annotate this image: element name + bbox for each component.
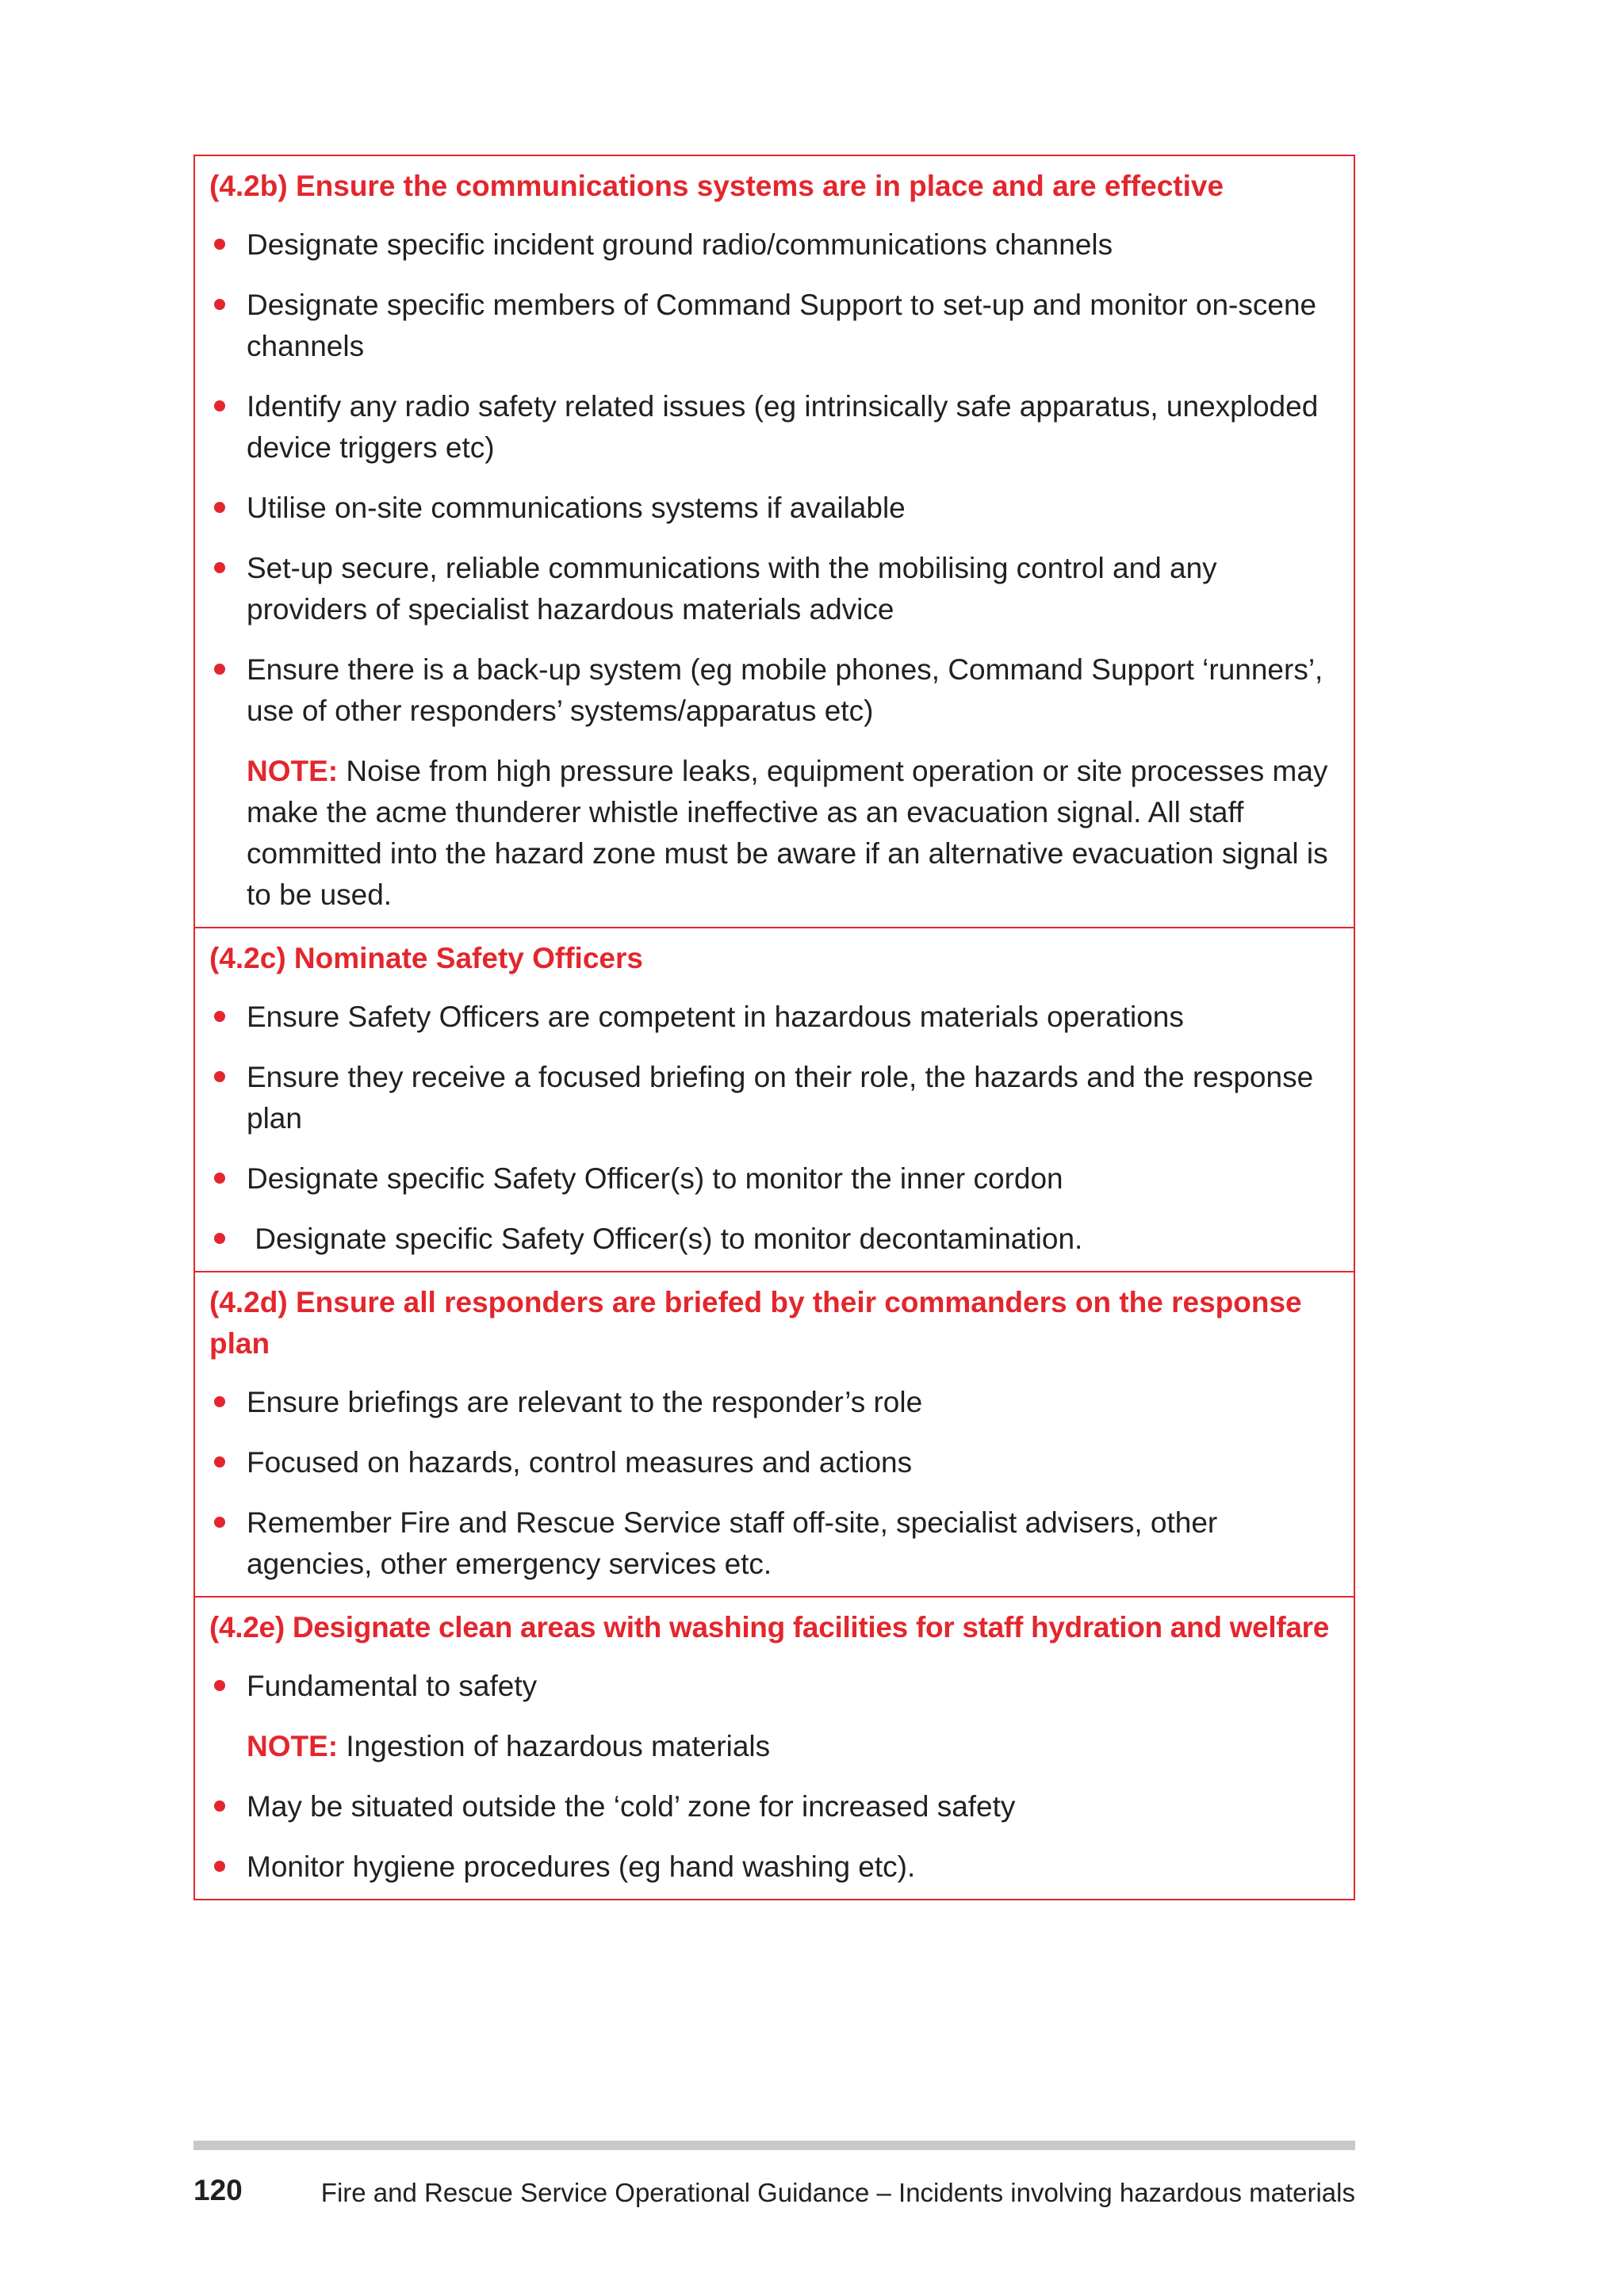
bullet-dot-icon [214, 562, 225, 573]
bullet-dot-icon [214, 1011, 225, 1022]
bullet-dot-icon [214, 1173, 225, 1184]
bullet-dot-icon [214, 1861, 225, 1872]
bullet-dot-icon [214, 1680, 225, 1691]
list-item: Ensure they receive a focused briefing on their role, the hazards and the response plan [209, 1057, 1339, 1139]
guidance-table [193, 155, 1355, 1900]
bullet-dot-icon [214, 1233, 225, 1244]
list-item: Designate specific Safety Officer(s) to monitor decontamination. [209, 1219, 1339, 1260]
list-item: Remember Fire and Rescue Service staff off-site, specialist advisers, other agencies, other emergency services etc. [209, 1502, 1339, 1585]
section-4-2e [195, 1598, 1354, 1899]
note [209, 1726, 1339, 1767]
note-label: NOTE: [247, 755, 339, 787]
bullet-dot-icon [214, 502, 225, 513]
list-item: Designate specific Safety Officer(s) to monitor the inner cordon [209, 1158, 1339, 1200]
list-item: May be situated outside the ‘cold’ zone for increased safety [209, 1786, 1339, 1827]
list-item: Monitor hygiene procedures (eg hand washing etc). [209, 1846, 1339, 1888]
list-item: Utilise on-site communications systems if available [209, 488, 1339, 529]
bullet-dot-icon [214, 400, 225, 411]
list-item: Ensure Safety Officers are competent in hazardous materials operations [209, 997, 1339, 1038]
section-4-2b [195, 156, 1354, 928]
bullet-dot-icon [214, 1456, 225, 1468]
bullet-dot-icon [214, 1396, 225, 1407]
section-4-2c [195, 928, 1354, 1272]
bullet-dot-icon [214, 1800, 225, 1812]
list-item: Designate specific members of Command Support to set-up and monitor on-scene channels [209, 285, 1339, 367]
note-label: NOTE: [247, 1730, 339, 1762]
bullet-dot-icon [214, 239, 225, 250]
bullet-list [209, 997, 1339, 1260]
bullet-list [209, 1786, 1339, 1888]
list-item: Focused on hazards, control measures and actions [209, 1442, 1339, 1483]
section-title: (4.2d) Ensure all responders are briefed by their commanders on the response plan [209, 1286, 1302, 1360]
footer-rule [193, 2141, 1355, 2150]
bullet-dot-icon [214, 1517, 225, 1528]
note-text: Ingestion of hazardous materials [338, 1730, 771, 1762]
bullet-list [209, 224, 1339, 732]
list-item: Fundamental to safety [209, 1666, 1339, 1707]
footer-title: Fire and Rescue Service Operational Guidance – Incidents involving hazardous materials [320, 2178, 1355, 2207]
bullet-list [209, 1382, 1339, 1585]
section-title: (4.2c) Nominate Safety Officers [209, 942, 643, 974]
section-title: (4.2b) Ensure the communications systems are in place and are effective [209, 170, 1224, 202]
bullet-dot-icon [214, 664, 225, 675]
list-item: Designate specific incident ground radio/communications channels [209, 224, 1339, 266]
note-text: Noise from high pressure leaks, equipment operation or site processes may make the acme thunderer whistle ineffective as an evacuation signal. All staff committed into the hazard zone must be aware if an alternative evacuation signal is to be used. [247, 755, 1328, 911]
list-item: Ensure briefings are relevant to the responder’s role [209, 1382, 1339, 1423]
section-title: (4.2e) Designate clean areas with washing facilities for staff hydration and welfare [209, 1611, 1330, 1644]
bullet-dot-icon [214, 299, 225, 310]
list-item: Identify any radio safety related issues (eg intrinsically safe apparatus, unexploded device triggers etc) [209, 386, 1339, 469]
list-item: Set-up secure, reliable communications with the mobilising control and any providers of specialist hazardous materials advice [209, 548, 1339, 630]
bullet-list [209, 1666, 1339, 1707]
section-4-2d [195, 1272, 1354, 1598]
list-item: Ensure there is a back-up system (eg mobile phones, Command Support ‘runners’, use of other responders’ systems/apparatus etc) [209, 649, 1339, 732]
note [209, 751, 1339, 916]
bullet-dot-icon [214, 1071, 225, 1082]
page-number: 120 [193, 2174, 243, 2206]
